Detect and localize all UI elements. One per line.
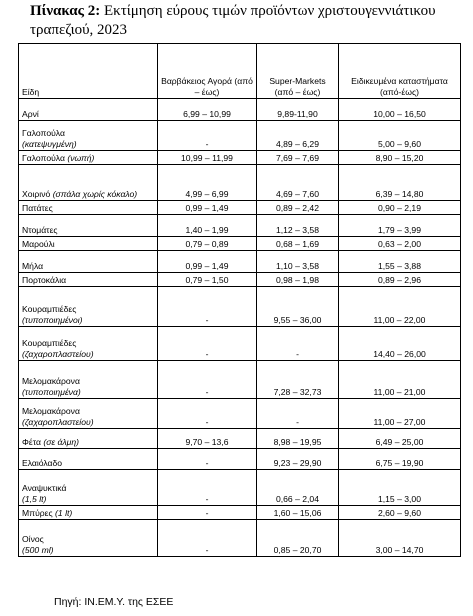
row-item-name [19, 237, 158, 251]
row-item-label: Φέτα (σε άλμη) [22, 437, 80, 447]
row-varvakeios-value: 0,99 – 1,49 [158, 201, 257, 215]
row-item-name [19, 449, 158, 470]
row-supermarkets-value: 4,69 – 7,60 [257, 165, 339, 201]
row-special-value: 3,00 – 14,70 [339, 520, 461, 557]
row-item-name [19, 201, 158, 215]
table-row [19, 215, 461, 237]
price-table [18, 43, 461, 557]
row-item-sublabel: (τυποποιημένοι) [22, 315, 83, 325]
row-varvakeios-value: - [158, 520, 257, 557]
row-item-label: Μελομακάρονα [22, 376, 80, 386]
row-item-sublabel: (500 ml) [22, 545, 54, 555]
row-special-value: 1,79 – 3,99 [339, 215, 461, 237]
table-row [19, 165, 461, 201]
row-varvakeios-value: - [158, 327, 257, 361]
row-item-name [19, 273, 158, 287]
row-supermarkets-value: 0,98 – 1,98 [257, 273, 339, 287]
header-special-stores: Ειδικευμένα καταστήματα (από-έως) [339, 44, 461, 99]
row-item-name [19, 215, 158, 237]
row-special-value: 11,00 – 22,00 [339, 287, 461, 327]
row-item-label: Γαλοπούλα [22, 128, 65, 138]
row-special-value: 6,39 – 14,80 [339, 165, 461, 201]
row-item-name [19, 251, 158, 273]
row-item-label: Πορτοκάλια [22, 275, 67, 285]
row-special-value: 6,75 – 19,90 [339, 449, 461, 470]
table-row [19, 273, 461, 287]
row-special-value: 5,00 – 9,60 [339, 121, 461, 151]
row-supermarkets-value: 1,60 – 15,06 [257, 506, 339, 520]
row-special-value: 11,00 – 21,00 [339, 361, 461, 399]
table-row [19, 251, 461, 273]
row-varvakeios-value: - [158, 449, 257, 470]
header-varvakeios: Βαρβάκειος Αγορά (από – έως) [158, 44, 257, 99]
table-row [19, 327, 461, 361]
row-item-sublabel: (ζαχαροπλαστείου) [22, 349, 94, 359]
row-varvakeios-value: 4,99 – 6,99 [158, 165, 257, 201]
table-title [30, 2, 450, 40]
row-special-value: 0,63 – 2,00 [339, 237, 461, 251]
row-varvakeios-value: 9,70 – 13,6 [158, 429, 257, 449]
row-varvakeios-value: 10,99 – 11,99 [158, 151, 257, 165]
row-varvakeios-value: - [158, 121, 257, 151]
row-supermarkets-value: 0,89 – 2,42 [257, 201, 339, 215]
row-item-name [19, 506, 158, 520]
header-supermarkets-label: Super-Markets [269, 76, 326, 86]
row-item-label: Μαρούλι [22, 239, 55, 249]
row-supermarkets-value: 4,89 – 6,29 [257, 121, 339, 151]
row-item-name [19, 429, 158, 449]
row-item-sublabel: (κατεψυγμένη) [22, 139, 77, 149]
table-row [19, 399, 461, 429]
header-row [19, 44, 461, 99]
table-row [19, 361, 461, 399]
row-special-value: 0,90 – 2,19 [339, 201, 461, 215]
row-supermarkets-value: 9,55 – 36,00 [257, 287, 339, 327]
table-row [19, 99, 461, 121]
row-item-label: Αναψυκτικά [22, 483, 67, 493]
row-varvakeios-value: - [158, 399, 257, 429]
row-item-sublabel: (τυποποιημένα) [22, 387, 81, 397]
table-row [19, 201, 461, 215]
row-item-sublabel: (1,5 lt) [22, 494, 47, 504]
row-supermarkets-value: - [257, 399, 339, 429]
table-title-lead: Πίνακας 2: [30, 3, 101, 19]
row-supermarkets-value: - [257, 327, 339, 361]
row-varvakeios-value: - [158, 287, 257, 327]
header-supermarkets [257, 44, 339, 99]
table-row [19, 449, 461, 470]
row-special-value: 10,00 – 16,50 [339, 99, 461, 121]
table-row [19, 520, 461, 557]
row-item-name [19, 287, 158, 327]
row-item-label: Χοιρινό (σπάλα χωρίς κόκαλο) [22, 189, 138, 199]
row-varvakeios-value: - [158, 506, 257, 520]
row-item-label: Μήλα [22, 261, 44, 271]
row-item-label: Κουραμπιέδες [22, 338, 77, 348]
table-title-text: Εκτίμηση εύρους τιμών προϊόντων χριστουγεννιάτικου τραπεζιού, 2023 [30, 3, 436, 38]
row-varvakeios-value: 6,99 – 10,99 [158, 99, 257, 121]
row-supermarkets-value: 0,66 – 2,04 [257, 470, 339, 506]
row-item-label: Πατάτες [22, 203, 53, 213]
row-special-value: 0,89 – 2,96 [339, 273, 461, 287]
row-varvakeios-value: 0,99 – 1,49 [158, 251, 257, 273]
row-supermarkets-value: 9,23 – 29,90 [257, 449, 339, 470]
row-supermarkets-value: 8,98 – 19,95 [257, 429, 339, 449]
row-special-value: 14,40 – 26,00 [339, 327, 461, 361]
row-item-label: Αρνί [22, 109, 39, 119]
header-item: Είδη [19, 44, 158, 99]
row-special-value: 11,00 – 27,00 [339, 399, 461, 429]
table-row [19, 151, 461, 165]
row-item-label: Ελαιόλαδο [22, 458, 63, 468]
row-supermarkets-value: 9,89-11,90 [257, 99, 339, 121]
table-row [19, 287, 461, 327]
row-item-name [19, 121, 158, 151]
row-varvakeios-value: 0,79 – 0,89 [158, 237, 257, 251]
table-row [19, 121, 461, 151]
row-item-label: Μπύρες (1 lt) [22, 508, 73, 518]
row-item-name [19, 327, 158, 361]
row-supermarkets-value: 1,12 – 3,58 [257, 215, 339, 237]
row-special-value: 6,49 – 25,00 [339, 429, 461, 449]
row-item-label: Οίνος [22, 534, 44, 544]
row-item-name [19, 520, 158, 557]
row-item-name [19, 399, 158, 429]
row-supermarkets-value: 0,85 – 20,70 [257, 520, 339, 557]
row-special-value: 1,55 – 3,88 [339, 251, 461, 273]
row-item-label: Κουραμπιέδες [22, 304, 77, 314]
table-row [19, 506, 461, 520]
row-varvakeios-value: - [158, 361, 257, 399]
table-row [19, 237, 461, 251]
row-supermarkets-value: 7,28 – 32,73 [257, 361, 339, 399]
row-item-label: Γαλοπούλα (νωπή) [22, 153, 95, 163]
row-special-value: 8,90 – 15,20 [339, 151, 461, 165]
row-item-label: Μελομακάρονα [22, 406, 80, 416]
row-item-name [19, 361, 158, 399]
row-item-label: Ντομάτες [22, 225, 58, 235]
row-special-value: 2,60 – 9,60 [339, 506, 461, 520]
row-item-name [19, 99, 158, 121]
row-item-name [19, 165, 158, 201]
source-note: Πηγή: ΙΝ.ΕΜ.Υ. της ΕΣΕΕ [54, 596, 174, 608]
row-varvakeios-value: 1,40 – 1,99 [158, 215, 257, 237]
row-supermarkets-value: 0,68 – 1,69 [257, 237, 339, 251]
row-special-value: 1,15 – 3,00 [339, 470, 461, 506]
row-item-name [19, 470, 158, 506]
row-varvakeios-value: - [158, 470, 257, 506]
row-item-name [19, 151, 158, 165]
table-row [19, 429, 461, 449]
row-supermarkets-value: 7,69 – 7,69 [257, 151, 339, 165]
row-item-sublabel: (ζαχαροπλαστείου) [22, 417, 94, 427]
row-supermarkets-value: 1,10 – 3,58 [257, 251, 339, 273]
row-varvakeios-value: 0,79 – 1,50 [158, 273, 257, 287]
header-supermarkets-range: (από – έως) [274, 87, 321, 97]
table-row [19, 470, 461, 506]
